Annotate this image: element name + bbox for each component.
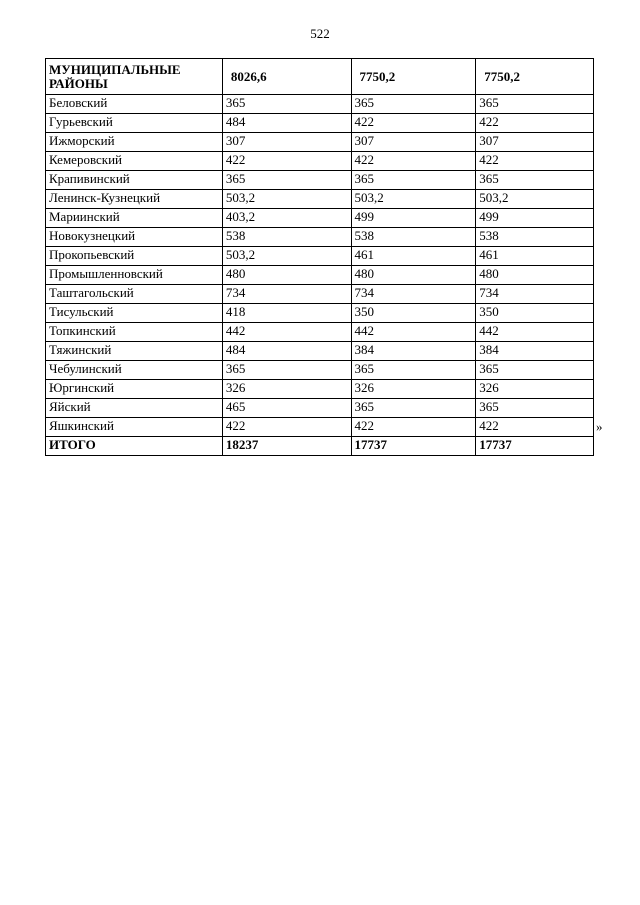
cell-value-3: 461 (476, 247, 594, 266)
table-row (46, 95, 594, 114)
table-row (46, 399, 594, 418)
cell-district-name: Ижморский (46, 133, 223, 152)
page-number: 522 (310, 26, 330, 41)
cell-district-name: Юргинский (46, 380, 223, 399)
cell-value-2: 503,2 (351, 190, 476, 209)
total-label: ИТОГО (46, 437, 223, 456)
cell-value-2: 365 (351, 361, 476, 380)
cell-value-1: 503,2 (222, 190, 351, 209)
cell-value-3: 422 (476, 152, 594, 171)
cell-district-name: Яшкинский (46, 418, 223, 437)
cell-value-3: 422 (476, 418, 594, 437)
cell-value-1: 365 (222, 361, 351, 380)
total-value-3: 17737 (476, 437, 594, 456)
cell-value-3: 384 (476, 342, 594, 361)
cell-district-name: Промышленновский (46, 266, 223, 285)
cell-value-2: 326 (351, 380, 476, 399)
cell-value-2: 734 (351, 285, 476, 304)
cell-value-2: 365 (351, 171, 476, 190)
table-row (46, 190, 594, 209)
cell-value-3: 326 (476, 380, 594, 399)
header-cell-value-3: 7750,2 (476, 59, 594, 95)
cell-value-1: 365 (222, 171, 351, 190)
cell-value-3: 480 (476, 266, 594, 285)
cell-value-1: 422 (222, 418, 351, 437)
cell-district-name: Тисульский (46, 304, 223, 323)
cell-value-2: 499 (351, 209, 476, 228)
cell-value-1: 365 (222, 95, 351, 114)
closing-quote: » (596, 419, 603, 434)
cell-value-2: 350 (351, 304, 476, 323)
cell-district-name: Ленинск-Кузнецкий (46, 190, 223, 209)
cell-value-2: 422 (351, 418, 476, 437)
header-cell-value-1: 8026,6 (222, 59, 351, 95)
cell-value-1: 465 (222, 399, 351, 418)
cell-value-2: 480 (351, 266, 476, 285)
cell-value-2: 538 (351, 228, 476, 247)
cell-value-2: 461 (351, 247, 476, 266)
cell-district-name: Прокопьевский (46, 247, 223, 266)
cell-value-1: 418 (222, 304, 351, 323)
cell-value-2: 442 (351, 323, 476, 342)
cell-value-3: 499 (476, 209, 594, 228)
table-row (46, 323, 594, 342)
total-value-1: 18237 (222, 437, 351, 456)
data-table (45, 58, 594, 456)
cell-value-3: 365 (476, 171, 594, 190)
cell-value-3: 365 (476, 399, 594, 418)
table-total-row (46, 437, 594, 456)
cell-value-3: 442 (476, 323, 594, 342)
cell-value-3: 350 (476, 304, 594, 323)
cell-district-name: Крапивинский (46, 171, 223, 190)
cell-value-3: 365 (476, 361, 594, 380)
cell-value-3: 422 (476, 114, 594, 133)
cell-district-name: Яйский (46, 399, 223, 418)
table-row (46, 418, 594, 437)
header-cell-name: МУНИЦИПАЛЬНЫЕ РАЙОНЫ (46, 59, 223, 95)
cell-value-1: 422 (222, 152, 351, 171)
cell-district-name: Кемеровский (46, 152, 223, 171)
table-row (46, 342, 594, 361)
cell-district-name: Новокузнецкий (46, 228, 223, 247)
header-cell-value-2: 7750,2 (351, 59, 476, 95)
cell-value-2: 422 (351, 114, 476, 133)
cell-value-3: 734 (476, 285, 594, 304)
cell-value-2: 422 (351, 152, 476, 171)
cell-value-1: 538 (222, 228, 351, 247)
cell-district-name: Чебулинский (46, 361, 223, 380)
cell-district-name: Таштагольский (46, 285, 223, 304)
cell-value-1: 484 (222, 114, 351, 133)
table-row (46, 285, 594, 304)
table-row (46, 209, 594, 228)
cell-value-1: 480 (222, 266, 351, 285)
table-row (46, 304, 594, 323)
cell-value-2: 307 (351, 133, 476, 152)
table-row (46, 133, 594, 152)
cell-district-name: Тяжинский (46, 342, 223, 361)
table-row (46, 228, 594, 247)
cell-value-2: 384 (351, 342, 476, 361)
cell-value-1: 307 (222, 133, 351, 152)
cell-district-name: Мариинский (46, 209, 223, 228)
cell-value-1: 503,2 (222, 247, 351, 266)
cell-value-1: 734 (222, 285, 351, 304)
total-value-2: 17737 (351, 437, 476, 456)
cell-value-1: 326 (222, 380, 351, 399)
cell-district-name: Беловский (46, 95, 223, 114)
cell-value-3: 503,2 (476, 190, 594, 209)
table-row (46, 152, 594, 171)
cell-value-1: 484 (222, 342, 351, 361)
cell-district-name: Гурьевский (46, 114, 223, 133)
cell-value-1: 403,2 (222, 209, 351, 228)
cell-value-3: 365 (476, 95, 594, 114)
table-row (46, 266, 594, 285)
cell-value-2: 365 (351, 399, 476, 418)
table-row (46, 380, 594, 399)
table-row (46, 171, 594, 190)
cell-value-3: 538 (476, 228, 594, 247)
cell-value-2: 365 (351, 95, 476, 114)
table-row (46, 114, 594, 133)
table-row (46, 361, 594, 380)
table-row (46, 247, 594, 266)
cell-value-3: 307 (476, 133, 594, 152)
table-header-row (46, 59, 594, 95)
cell-district-name: Топкинский (46, 323, 223, 342)
cell-value-1: 442 (222, 323, 351, 342)
